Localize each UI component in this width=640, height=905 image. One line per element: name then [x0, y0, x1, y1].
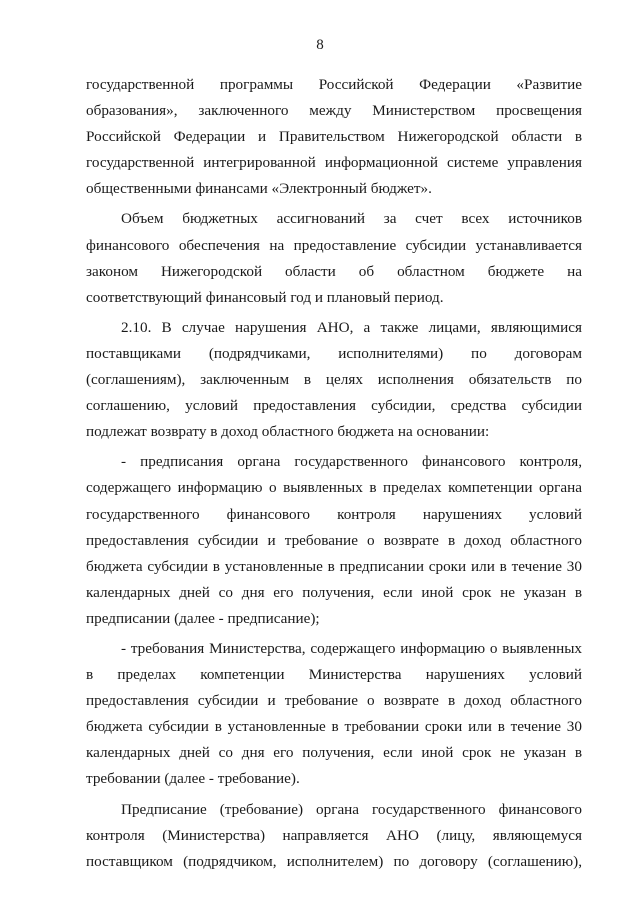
paragraph	[86, 797, 582, 875]
text-line: бюджета субсидии в установленные в предписании сроки или в течение 30	[86, 557, 582, 575]
text-line: 2.10. В случае нарушения АНО, а также лицами, являющимися	[121, 318, 582, 336]
text-line: Объем бюджетных ассигнований за счет всех источников	[121, 210, 582, 228]
text-line: требовании (далее - требование).	[86, 770, 300, 788]
paragraph	[86, 449, 582, 632]
text-line: общественными финансами «Электронный бюджет».	[86, 180, 432, 198]
text-line: соглашению, условий предоставления субсидии, средства субсидии	[86, 397, 582, 415]
text-line: контроля (Министерства) направляется АНО (лицу, являющемуся	[86, 826, 582, 844]
paragraph	[86, 206, 582, 310]
text-line: финансового обеспечения на предоставление субсидии устанавливается	[86, 236, 582, 254]
text-line: - требования Министерства, содержащего информацию о выявленных	[121, 639, 582, 657]
text-line: государственного финансового контроля нарушениях условий	[86, 505, 582, 523]
text-line: Предписание (требование) органа государственного финансового	[121, 800, 582, 818]
text-line: содержащего информацию о выявленных в пределах компетенции органа	[86, 479, 582, 497]
text-line: подлежат возврату в доход областного бюджета на основании:	[86, 423, 490, 441]
text-line: Российской Федерации и Правительством Нижегородской области в	[86, 128, 582, 146]
paragraph	[86, 72, 582, 202]
text-line: поставщиком (подрядчиком, исполнителем) по договору (соглашению),	[86, 852, 582, 870]
text-line: образования», заключенного между Министерством просвещения	[86, 102, 582, 120]
text-line: бюджета субсидии в установленные в требовании сроки или в течение 30	[86, 718, 582, 736]
page-number: 8	[316, 37, 324, 53]
text-line: в пределах компетенции Министерства нарушениях условий	[86, 666, 582, 684]
text-line: календарных дней со дня его получения, если иной срок не указан в	[86, 744, 582, 762]
document-body	[86, 72, 582, 875]
text-line: предоставления субсидии и требование о возврате в доход областного	[86, 692, 582, 710]
text-line: - предписания органа государственного финансового контроля,	[121, 453, 582, 471]
text-line: поставщиками (подрядчиками, исполнителями) по договорам	[86, 344, 582, 362]
text-line: государственной интегрированной информационной системе управления	[86, 154, 582, 172]
text-line: законом Нижегородской области об областном бюджете на	[86, 262, 582, 280]
text-line: календарных дней со дня его получения, если иной срок не указан в	[86, 583, 582, 601]
text-line: предписании (далее - предписание);	[86, 609, 320, 627]
text-line: предоставления субсидии и требование о возврате в доход областного	[86, 531, 582, 549]
text-line: (соглашениям), заключенным в целях исполнения обязательств по	[86, 371, 582, 389]
paragraph	[86, 315, 582, 445]
text-line: соответствующий финансовый год и плановый период.	[86, 288, 444, 306]
paragraph	[86, 636, 582, 793]
text-line: государственной программы Российской Федерации «Развитие	[86, 76, 582, 93]
